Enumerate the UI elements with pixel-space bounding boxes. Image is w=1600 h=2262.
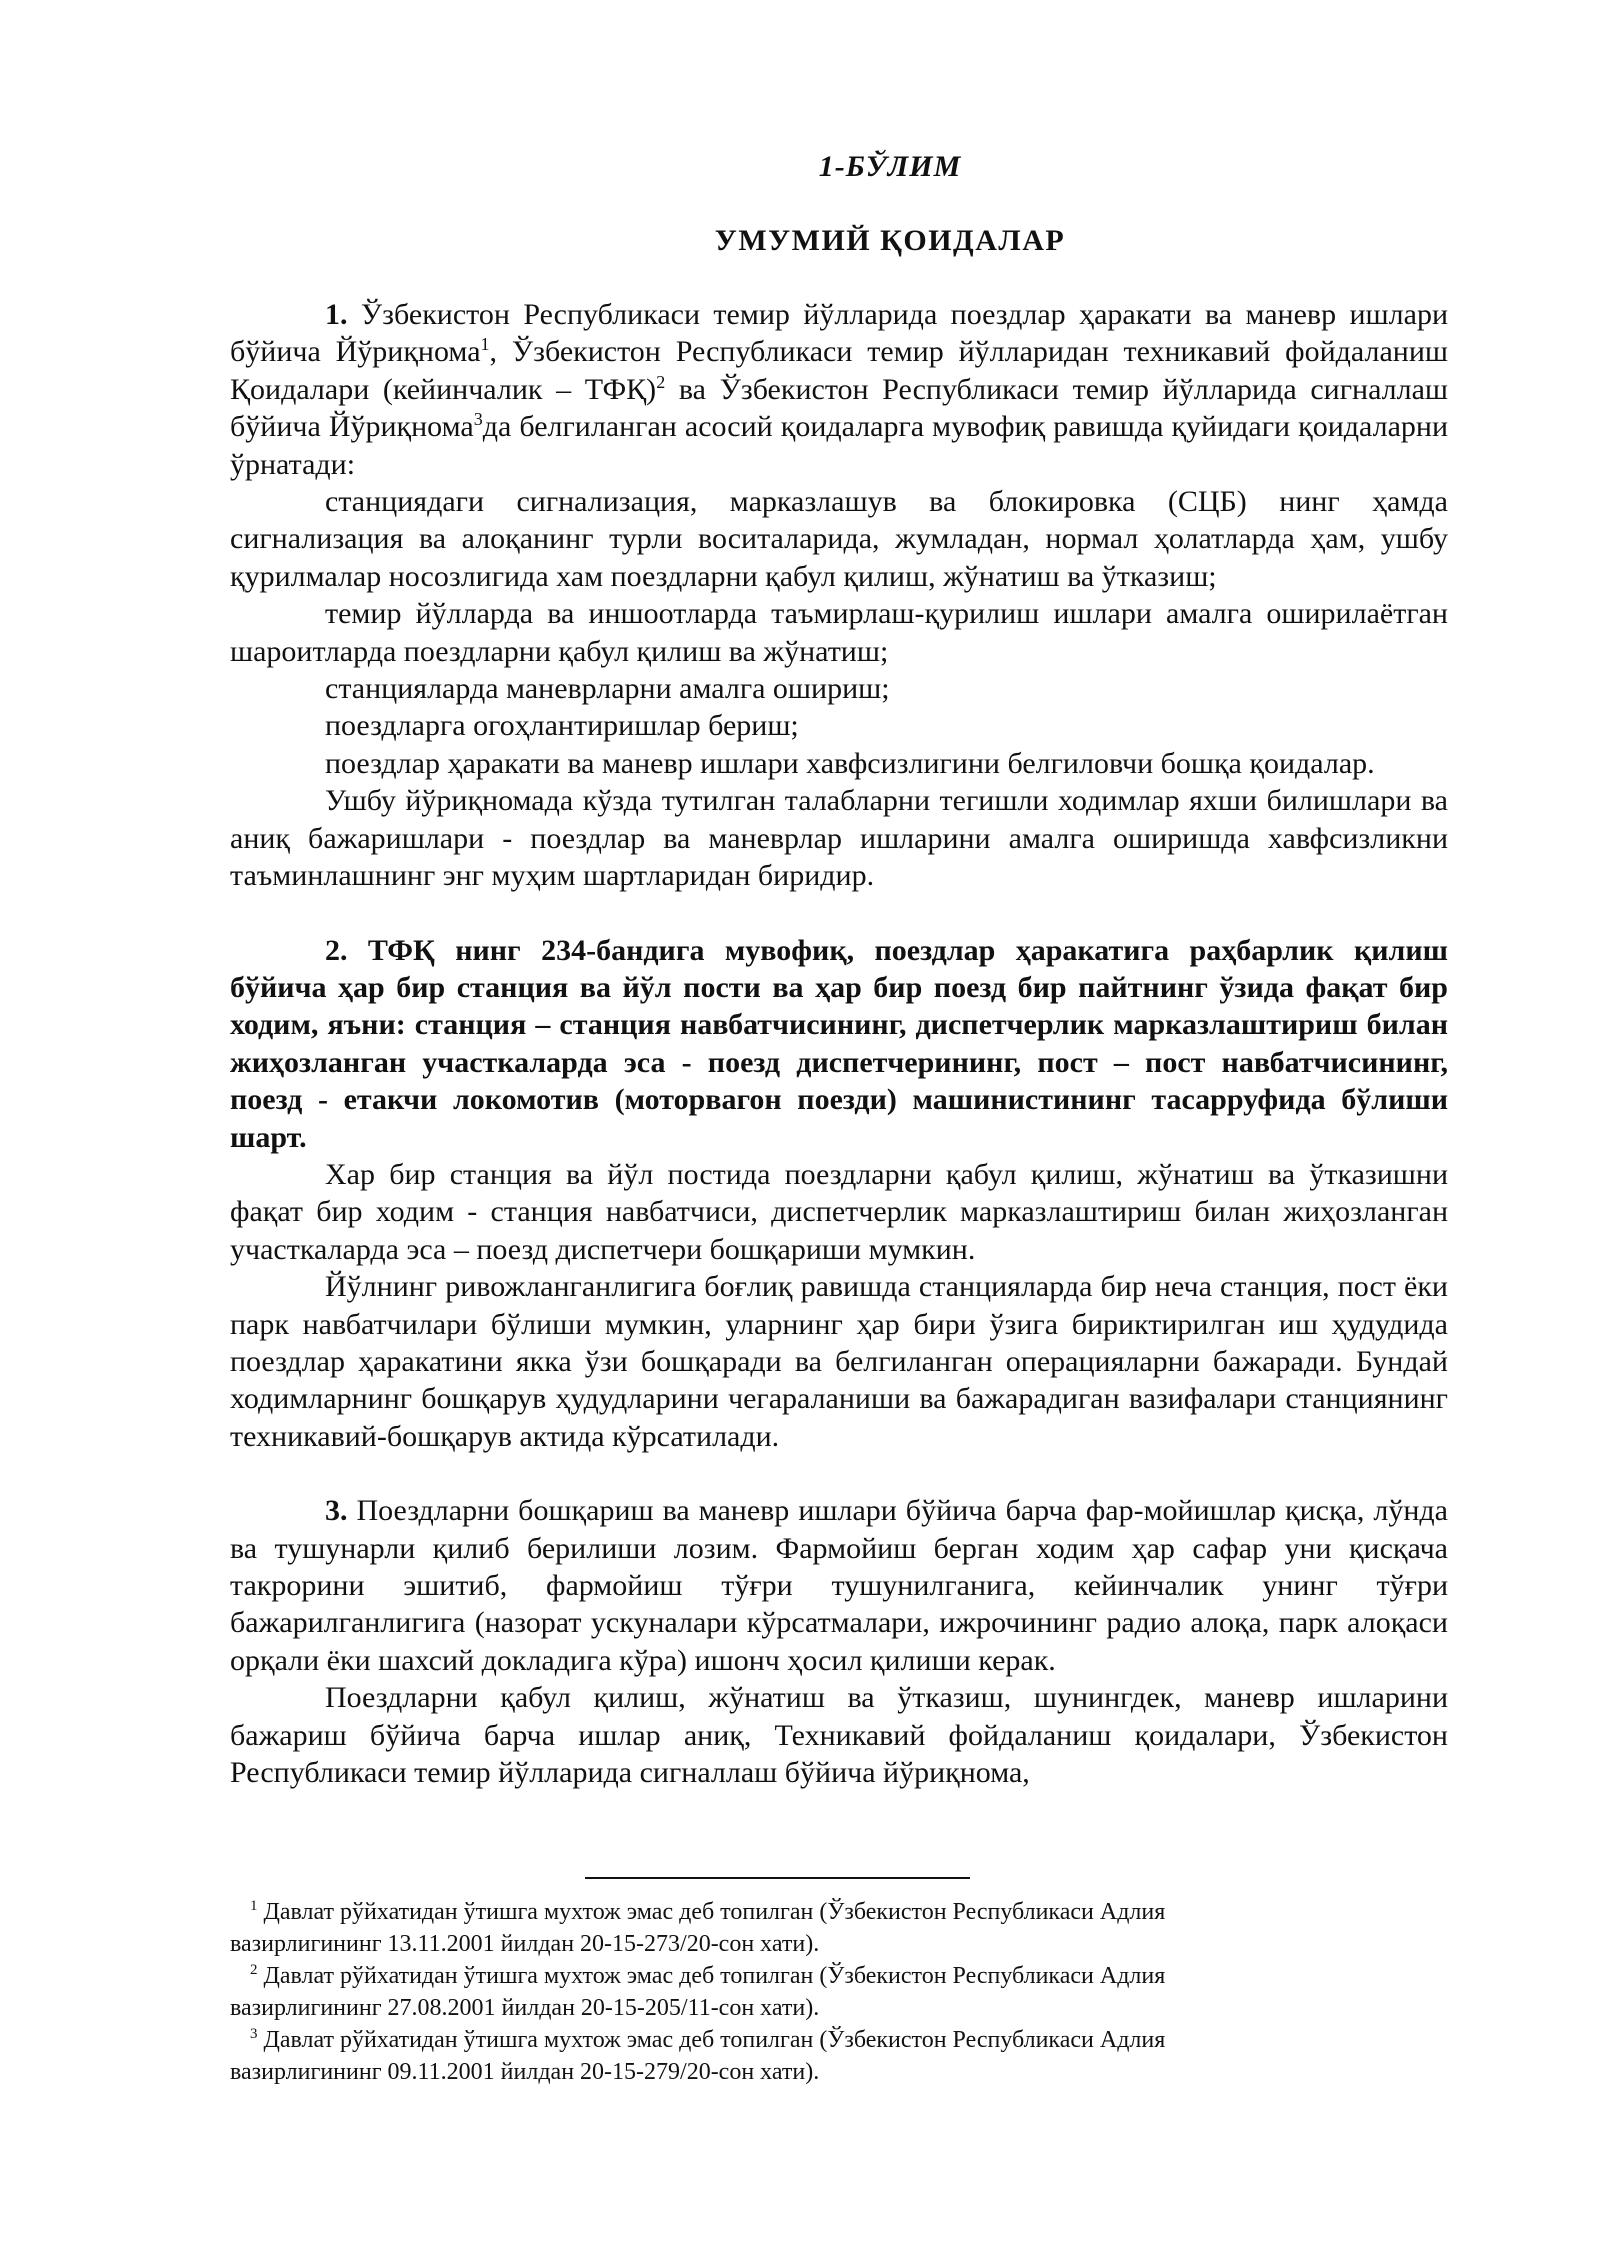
- body-text: [230, 296, 1448, 1791]
- text-run: , Ўзбекистон Республикаси темир йўлларидан техникавий фойдаланиш Қоидалари (кейинчалик – ТФҚ): [230, 335, 1448, 406]
- list-item: станциядаги сигнализация, марказлашув ва блокировка (СЦБ) нинг ҳамда сигнализация ва алоқанинг турли воситаларида, жумладан, нормал ҳолатларда ҳам, ушбу қурилмалар носозлигида хам поездларни қабул қилиш, жўнатиш ва ўтказиш;: [230, 485, 1448, 593]
- footnote-mark: 3: [250, 2026, 258, 2042]
- item-number: 1.: [325, 298, 348, 331]
- section-heading: 1-БЎЛИМ: [818, 150, 962, 183]
- footnote: [230, 1896, 1300, 1960]
- footnote-mark: 1: [250, 1898, 258, 1914]
- footnote-text: Давлат рўйхатидан ўтишга мухтож эмас деб топилган (Ўзбекистон Республикаси Адлия вазирлигининг 13.11.2001 йилдан 20-15-273/20-сон хати).: [230, 1899, 1166, 1957]
- text-run: да белгиланган асосий қоидаларга мувофиқ равишда қуйидаги қоидаларни ўрнатади:: [230, 410, 1448, 481]
- footnote-mark: 2: [250, 1962, 258, 1978]
- footnote: [230, 2024, 1300, 2088]
- footnote-ref: 1: [480, 334, 490, 355]
- text-run: ва Ўзбекистон Республикаси темир йўлларида сигналлаш бўйича Йўриқнома: [230, 372, 1449, 444]
- list-item: темир йўлларда ва иншоотларда таъмирлаш-қурилиш ишлари амалга оширилаётган шароитларда поездларни қабул қилиш ва жўнатиш;: [230, 597, 1448, 668]
- list-item: поездларга огоҳлантиришлар бериш;: [325, 709, 799, 743]
- footnote-divider: [585, 1877, 970, 1879]
- footnote-text: Давлат рўйхатидан ўтишга мухтож эмас деб топилган (Ўзбекистон Республикаси Адлия вазирлигининг 27.08.2001 йилдан 20-15-205/11-сон хати).: [230, 1963, 1166, 2021]
- footnotes: [230, 1896, 1300, 2088]
- list-item: станцияларда маневрларни амалга ошириш;: [325, 672, 890, 706]
- item-3-paragraph: [230, 1492, 1448, 1679]
- footnote-ref: 2: [656, 371, 666, 392]
- item-number: 3.: [325, 1494, 348, 1528]
- item-2-paragraph: Йўлнинг ривожланганлигига боғлиқ равишда станцияларда бир неча станция, пост ёки парк навбатчилари бўлиши мумкин, уларнинг ҳар бири ўзига бириктирилган иш ҳудудида поездлар ҳаракатини якка ўзи бошқаради ва белгиланган операцияларни бажаради. Бундай ходимларнинг бошқарув ҳудудларини чегараланиши ва бажарадиган вазифалари станциянинг техникавий-бошқарув актида кўрсатилади.: [230, 1270, 1448, 1453]
- list-item: поездлар ҳаракати ва маневр ишлари хавфсизлигини белгиловчи бошқа қоидалар.: [325, 746, 1375, 780]
- item-1-intro: [230, 296, 1448, 483]
- item-3-paragraph: Поездларни қабул қилиш, жўнатиш ва ўтказиш, шунингдек, маневр ишларини бажариш бўйича барча ишлар аниқ, Техникавий фойдаланиш қоидалари, Ўзбекистон Республикаси темир йўлларида сигналлаш бўйича йўриқнома,: [230, 1681, 1448, 1790]
- footnote: [230, 1960, 1300, 2024]
- section-title: УМУМИЙ ҚОИДАЛАР: [714, 224, 1066, 257]
- text-run: Ўзбекистон Республикаси темир йўлларида поездлар ҳаракати ва маневр ишлари бўйича Йўриқнома: [230, 298, 1448, 369]
- item-2-bold: 2. ТФҚ нинг 234-бандига мувофиқ, поездлар ҳаракатига раҳбарлик қилиш бўйича ҳар бир станция ва йўл пости ва ҳар бир поезд бир пайтнинг ўзида фақат бир ходим, яъни: станция – станция навбатчисининг, диспетчерлик марказлаштириш билан жиҳозланган участкаларда эса - поезд диспетчерининг, пост – пост навбатчисининг, поезд - етакчи локомотив (моторвагон поезди) машинистининг тасарруфида бўлиши шарт.: [230, 933, 1448, 1154]
- footnote-ref: 3: [473, 409, 483, 430]
- footnote-text: Давлат рўйхатидан ўтишга мухтож эмас деб топилган (Ўзбекистон Республикаси Адлия вазирлигининг 09.11.2001 йилдан 20-15-279/20-сон хати).: [230, 2027, 1166, 2085]
- item-1-closing: Ушбу йўриқномада кўзда тутилган талабларни тегишли ходимлар яхши билишлари ва аниқ бажаришлари - поездлар ва маневрлар ишларини амалга оширишда хавфсизликни таъминлашнинг энг муҳим шартларидан биридир.: [230, 784, 1448, 893]
- text-run: Поездларни бошқариш ва маневр ишлари бўйича барча фар-мойишлар қисқа, лўнда ва тушунарли қилиб берилиши лозим. Фармойиш берган ходим ҳар сафар уни қисқача такрорини эшитиб, фармойиш тўғри тушунилганига, кейинчалик унинг тўғри бажарилганлигига (назорат ускуналари кўрсатмалари, ижрочининг радио алоқа, парк алоқаси орқали ёки шахсий докладига кўра) ишонч ҳосил қилиши керак.: [230, 1494, 1448, 1677]
- item-2-paragraph: Хар бир станция ва йўл постида поездларни қабул қилиш, жўнатиш ва ўтказишни фақат бир ходим - станция навбатчиси, диспетчерлик марказлаштириш билан жиҳозланган участкаларда эса – поезд диспетчери бошқариши мумкин.: [230, 1157, 1448, 1266]
